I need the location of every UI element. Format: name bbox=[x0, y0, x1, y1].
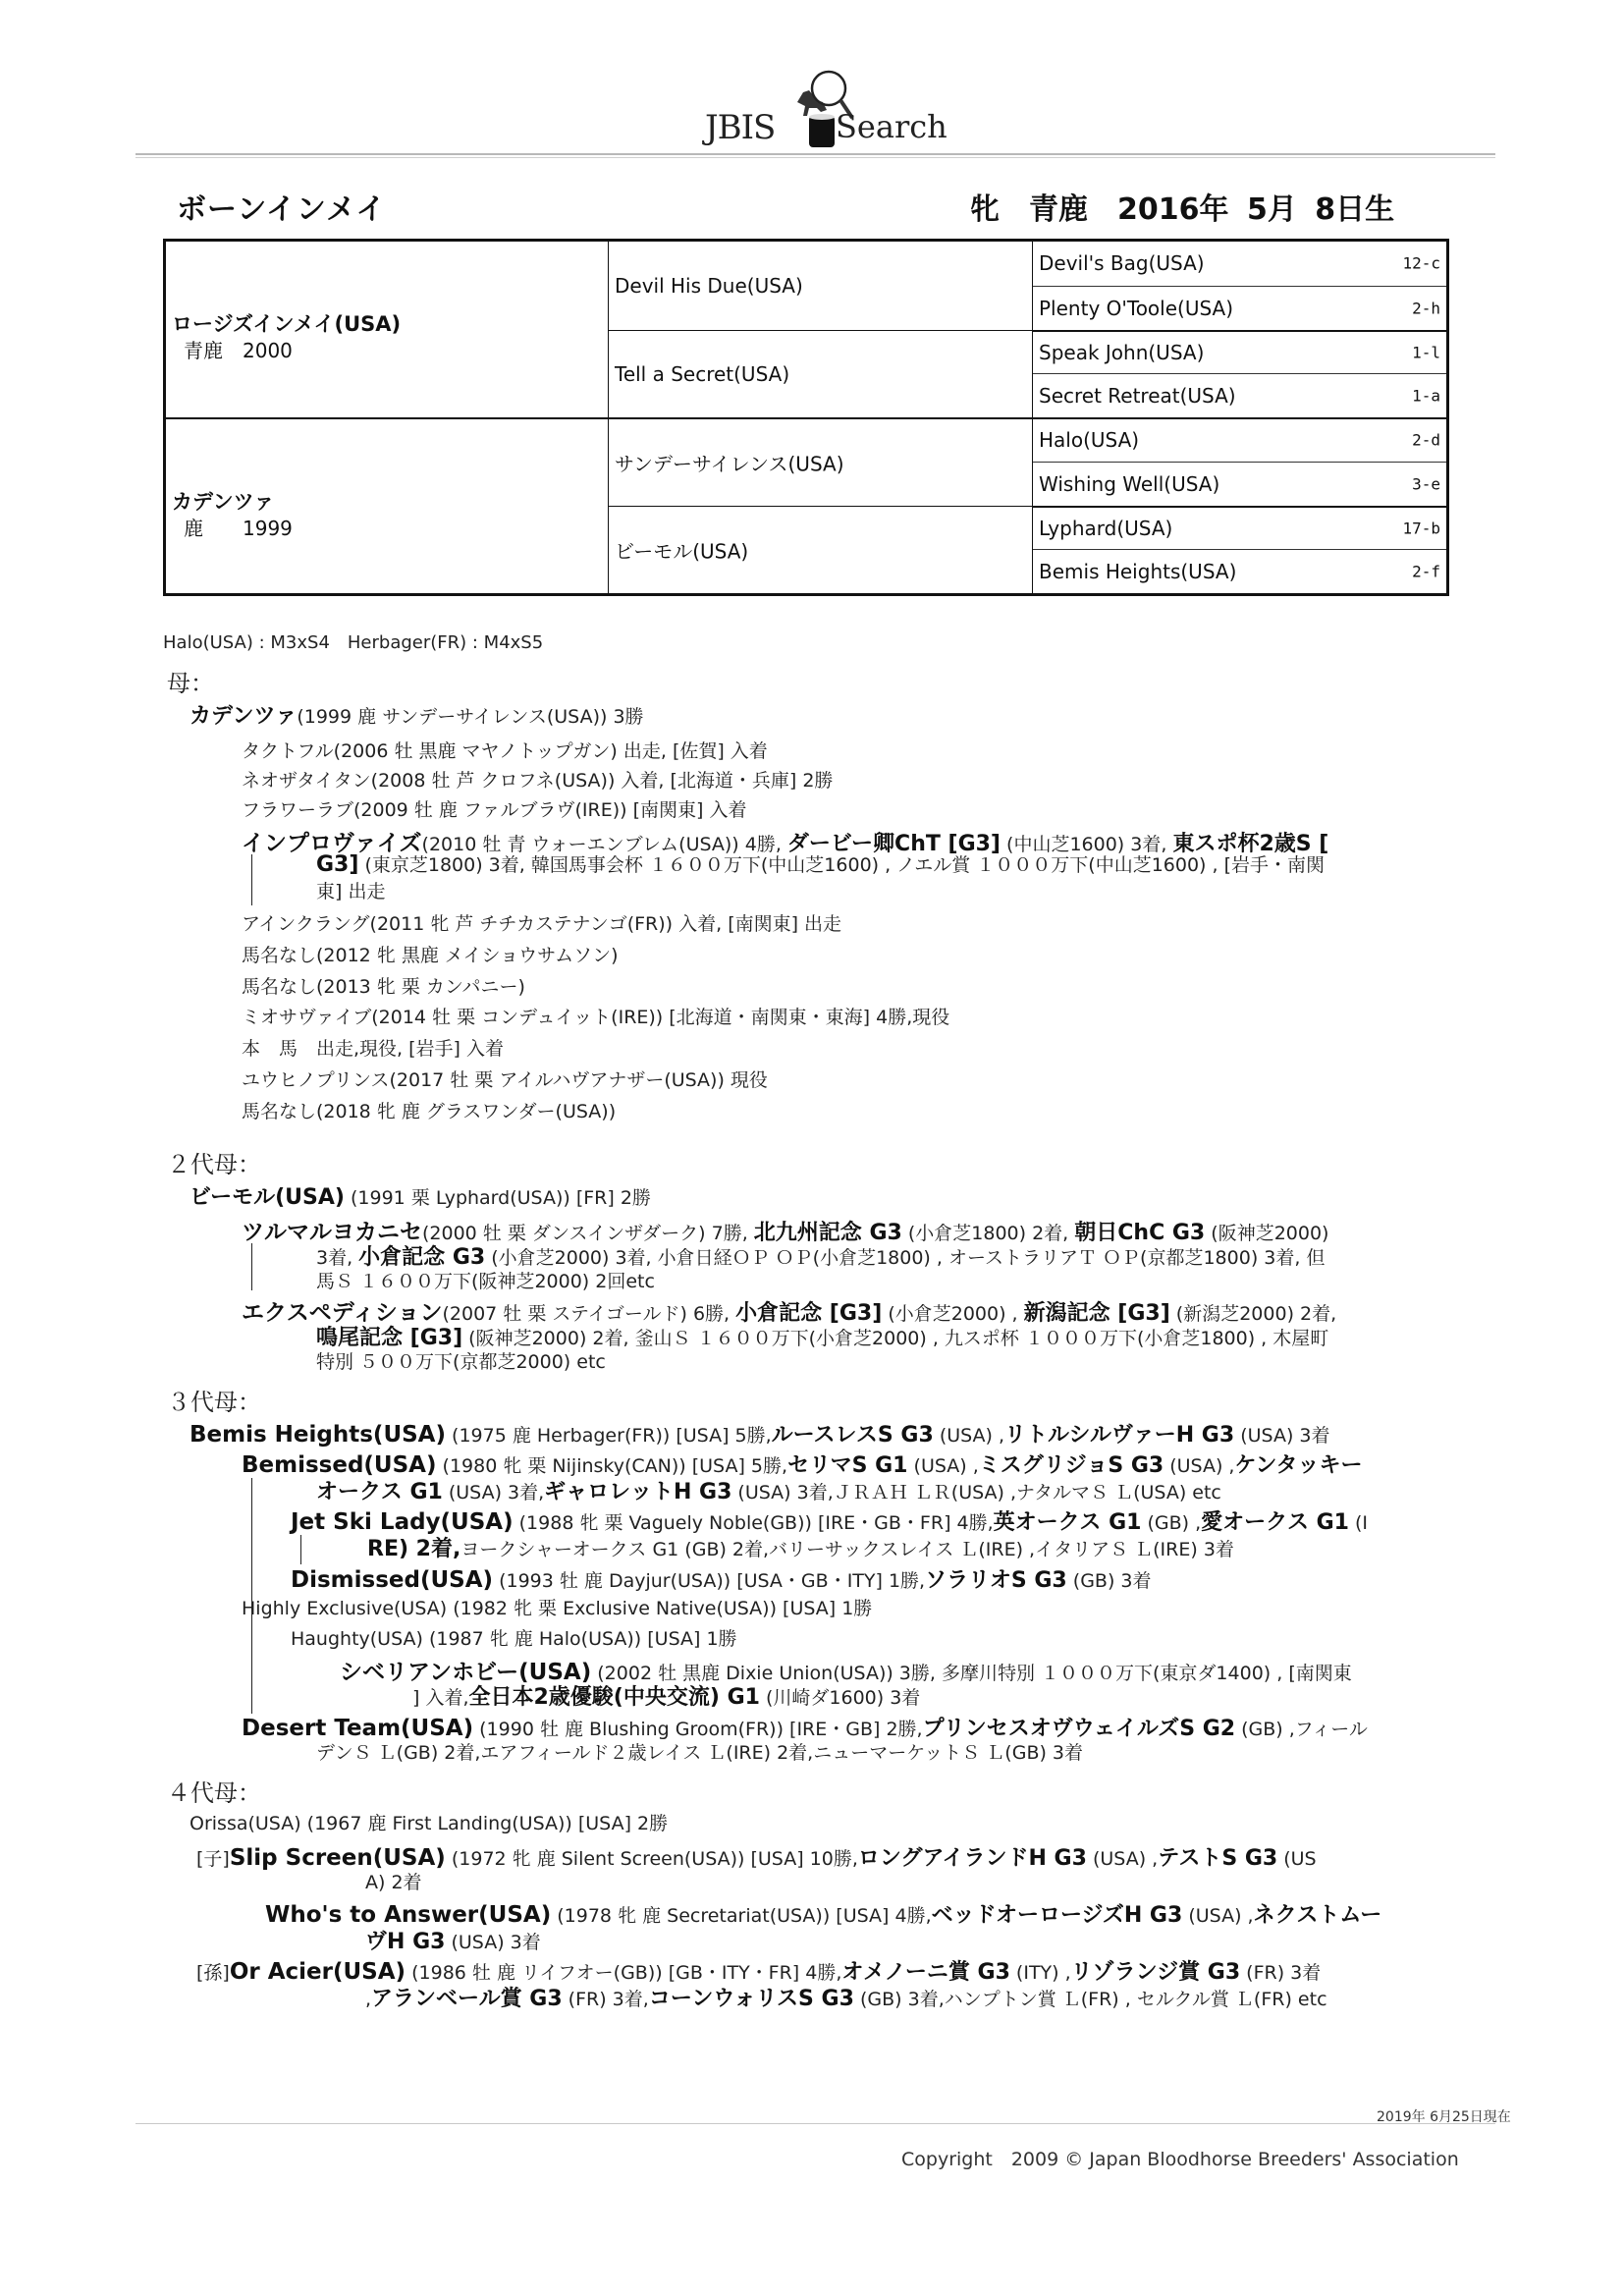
horse-sex-color-birthdate: 牝 青鹿 2016年 5月 8日生 bbox=[970, 192, 1395, 227]
record-text: (1978 牝 鹿 Secretariat(USA)) [USA] 4勝, bbox=[551, 1905, 932, 1927]
record-line bbox=[316, 850, 1325, 877]
record-text: (東京芝1800) 3着, 韓国馬事会杯 １６００万下(中山芝1600) , ノエル賞 １０００万下(中山芝1600) , [岩手・南関 bbox=[358, 854, 1325, 876]
record-text: デンＳ Ｌ(GB) 2着,エアフィールド２歳レイス Ｌ(IRE) 2着,ニューマーケットＳ Ｌ(GB) 3着 bbox=[316, 1742, 1084, 1764]
bold-highlight: ダービー卿ChT [G3] bbox=[786, 832, 1001, 856]
bold-highlight: 東スポ杯2歳S [ bbox=[1172, 832, 1329, 856]
record-line bbox=[242, 795, 746, 822]
gen3-name[interactable]: Speak John(USA) bbox=[1039, 340, 1205, 364]
dam-color-year: 鹿 1999 bbox=[184, 517, 293, 540]
logo-search-text: Search bbox=[836, 108, 947, 145]
family-number: 17-b bbox=[1402, 519, 1440, 538]
section-heading: 母： bbox=[167, 670, 214, 697]
bold-highlight: Or Acier(USA) bbox=[229, 1959, 406, 1985]
record-text: (1990 牡 鹿 Blushing Groom(FR)) [IRE・GB] 2勝, bbox=[473, 1719, 923, 1740]
copyright-notice: Copyright 2009 © Japan Bloodhorse Breeders' Association bbox=[901, 2149, 1459, 2170]
bold-highlight: 英オークス G1 bbox=[993, 1510, 1142, 1535]
record-text: (川崎ダ1600) 3着 bbox=[759, 1687, 921, 1709]
record-text: (USA) 3着, bbox=[442, 1482, 545, 1503]
bold-highlight: 新潟記念 [G3] bbox=[1023, 1301, 1170, 1326]
record-text: 特別 ５００万下(京都芝2000) etc bbox=[316, 1351, 606, 1373]
record-line bbox=[242, 766, 833, 793]
record-text: ネオザタイタン(2008 牡 芦 クロフネ(USA)) 入着, [北海道・兵庫] 2勝 bbox=[242, 770, 834, 792]
gen3-cell bbox=[1033, 286, 1446, 330]
record-text: タクトフル(2006 牡 黒鹿 マヤノトップガン) 出走, [佐賀] 入着 bbox=[242, 740, 768, 762]
record-text: (2007 牡 栗 ステイゴールド) 6勝, bbox=[442, 1303, 736, 1325]
record-text: (GB) 3着 bbox=[1066, 1570, 1152, 1592]
record-text: (GB) 2着,バリーサックスレイス Ｌ(IRE) ,イタリアＳ Ｌ(IRE) 3着 bbox=[678, 1539, 1234, 1560]
section-heading: ４代母： bbox=[167, 1779, 261, 1807]
record-text: (1975 鹿 Herbager(FR)) [USA] 5勝, bbox=[446, 1425, 772, 1447]
record-text: 馬名なし(2018 牝 鹿 グラスワンダー(USA)) bbox=[242, 1101, 617, 1122]
record-line bbox=[242, 972, 525, 999]
record-text: (GB) , bbox=[1141, 1512, 1202, 1534]
bold-highlight: エクスペディション bbox=[242, 1300, 443, 1326]
bold-highlight: リゾランジ賞 G3 bbox=[1070, 1960, 1241, 1985]
gen3-cell bbox=[1033, 373, 1446, 417]
bold-highlight: Dismissed(USA) bbox=[291, 1567, 494, 1593]
gen3-name[interactable]: Wishing Well(USA) bbox=[1039, 471, 1220, 496]
bold-highlight: アランベール賞 G3 bbox=[371, 1987, 563, 2011]
bold-highlight: 小倉記念 G3 bbox=[358, 1245, 486, 1270]
record-text: (GB) ,フィール bbox=[1235, 1719, 1368, 1740]
record-text: 東] 出走 bbox=[316, 881, 386, 902]
bold-highlight: コーンウォリスS G3 bbox=[648, 1987, 854, 2011]
record-text: (小倉芝2000) 3着, 小倉日経ＯＰ ＯＰ(小倉芝1800) , オーストラリアＴ ＯＰ(京都芝1800) 3着, 但 bbox=[485, 1247, 1326, 1269]
sire-cell bbox=[166, 242, 608, 417]
bold-highlight: 全日本2歳優駿(中央交流) G1 bbox=[468, 1685, 760, 1710]
record-text: (1988 牝 栗 Vaguely Noble(GB)) [IRE・GB・FR] 4勝, bbox=[513, 1512, 994, 1534]
record-text: 馬Ｓ １６００万下(阪神芝2000) 2回etc bbox=[316, 1271, 655, 1292]
pedigree-great-grandparents-column bbox=[1033, 242, 1446, 593]
record-text: (2000 牡 栗 ダンスインザダーク) 7勝, bbox=[422, 1223, 754, 1244]
record-text: (USA) , bbox=[1086, 1848, 1159, 1870]
record-line bbox=[365, 1982, 1327, 2012]
pedigree-parents-column bbox=[166, 242, 609, 593]
record-text: (USA) 3着 bbox=[1234, 1425, 1330, 1447]
bold-highlight: オメノーニ賞 G3 bbox=[841, 1960, 1010, 1985]
record-text: (2010 牡 青 ウォーエンブレム(USA)) 4勝, bbox=[421, 834, 787, 855]
bold-highlight: 北九州記念 G3 bbox=[753, 1221, 902, 1245]
record-line bbox=[316, 1475, 1221, 1505]
record-line bbox=[242, 1594, 872, 1620]
record-text: A) 2着 bbox=[365, 1872, 422, 1893]
record-text: ヨークシャーオークス G1 bbox=[460, 1539, 679, 1560]
record-text: (I bbox=[1348, 1512, 1369, 1534]
record-line bbox=[242, 1066, 768, 1092]
record-text: (1986 牡 鹿 リイフオー(GB)) [GB・ITY・FR] 4勝, bbox=[406, 1962, 842, 1984]
logo-jbis-text: JBIS bbox=[705, 108, 776, 147]
jbis-search-logo bbox=[705, 61, 947, 149]
pedigree-table bbox=[163, 239, 1449, 596]
record-text: フラワーラブ(2009 牡 鹿 ファルブラヴ(IRE)) [南関東] 入着 bbox=[242, 799, 747, 821]
bold-highlight: ギャロレットH G3 bbox=[544, 1480, 732, 1504]
record-text: (1993 牡 鹿 Dayjur(USA)) [USA・GB・ITY] 1勝, bbox=[493, 1570, 926, 1592]
record-text: (ITY) , bbox=[1009, 1962, 1071, 1984]
record-text: (USA) , bbox=[1164, 1455, 1235, 1477]
record-text: (1999 鹿 サンデーサイレンス(USA)) 3勝 bbox=[297, 706, 644, 728]
gen3-name[interactable]: Lyphard(USA) bbox=[1039, 516, 1173, 540]
bold-highlight: Desert Team(USA) bbox=[242, 1716, 474, 1741]
record-line bbox=[365, 1925, 541, 1955]
section-heading: ３代母： bbox=[167, 1389, 261, 1416]
record-text: [孫] bbox=[196, 1962, 230, 1984]
record-text: (USA) , bbox=[933, 1425, 1005, 1447]
record-text: (小倉芝2000) , bbox=[882, 1303, 1024, 1325]
gen3-name[interactable]: Devil's Bag(USA) bbox=[1039, 251, 1205, 276]
gen3-cell bbox=[1033, 462, 1446, 506]
sire-name[interactable]: ロージズインメイ(USA) bbox=[172, 312, 402, 336]
record-text: (USA) 3着,ＪＲＡＨ ＬＲ(USA) ,ナタルマＳ Ｌ(USA) etc bbox=[731, 1482, 1221, 1503]
record-text: (US bbox=[1277, 1848, 1317, 1870]
record-text: (小倉芝1800) 2着, bbox=[901, 1223, 1075, 1244]
header-divider bbox=[135, 153, 1495, 155]
record-text: 馬名なし(2012 牝 黒鹿 メイショウサムソン) bbox=[242, 945, 619, 966]
bold-highlight: ヴH G3 bbox=[365, 1930, 446, 1954]
record-text: (阪神芝2000) 2着, 釜山Ｓ １６００万下(小倉芝2000) , 九スポ杯 １０００万下(小倉芝1800) , 木屋町 bbox=[462, 1328, 1329, 1349]
header-divider-secondary bbox=[135, 157, 1495, 158]
bold-highlight: テストS G3 bbox=[1158, 1846, 1278, 1871]
record-line bbox=[316, 877, 385, 903]
bold-highlight: ミスグリジョS G3 bbox=[978, 1453, 1164, 1478]
family-number: 12-c bbox=[1402, 253, 1440, 273]
record-line bbox=[242, 1097, 616, 1123]
bold-highlight: G3] bbox=[316, 852, 359, 877]
bold-highlight: ソラリオS G3 bbox=[925, 1568, 1067, 1593]
record-line bbox=[242, 1003, 949, 1029]
record-text: ミオサヴァイブ(2014 牡 栗 コンデュイット(IRE)) [北海道・南関東・東海] 4勝,現役 bbox=[242, 1007, 950, 1028]
as-of-date: 2019年 6月25日現在 bbox=[1377, 2109, 1511, 2125]
record-line bbox=[316, 1738, 1083, 1765]
bold-highlight: プリンセスオヴウェイルズS G2 bbox=[922, 1717, 1236, 1741]
gen3-cell bbox=[1033, 506, 1446, 550]
gen3-cell bbox=[1033, 549, 1446, 593]
record-text: Orissa(USA) (1967 鹿 First Landing(USA)) [USA] 2勝 bbox=[189, 1813, 669, 1834]
bold-highlight: ビーモル(USA) bbox=[189, 1185, 345, 1210]
record-text: 本 馬 出走,現役, [岩手] 入着 bbox=[242, 1038, 504, 1060]
family-number: 1-l bbox=[1412, 343, 1440, 362]
tree-connector-line bbox=[251, 1243, 252, 1290]
bold-highlight: オークス G1 bbox=[316, 1480, 443, 1504]
record-text: , bbox=[365, 1989, 372, 2010]
record-text: [子] bbox=[196, 1848, 230, 1870]
gen3-cell bbox=[1033, 330, 1446, 374]
record-line bbox=[316, 1347, 606, 1374]
record-text: Highly Exclusive(USA) (1982 牝 栗 Exclusive Native(USA)) [USA] 1勝 bbox=[242, 1598, 873, 1619]
bold-highlight: 小倉記念 [G3] bbox=[735, 1301, 883, 1326]
record-line bbox=[291, 1563, 1152, 1594]
record-line bbox=[189, 1180, 651, 1211]
bold-highlight: インプロヴァイズ bbox=[242, 831, 422, 856]
bold-highlight: ベッドオーロージズH G3 bbox=[931, 1903, 1183, 1928]
record-text: (1980 牝 栗 Nijinsky(CAN)) [USA] 5勝, bbox=[436, 1455, 788, 1477]
record-text: (1972 牝 鹿 Silent Screen(USA)) [USA] 10勝, bbox=[445, 1848, 858, 1870]
sire-dam-name[interactable]: Tell a Secret(USA) bbox=[615, 361, 790, 386]
footer-divider bbox=[135, 2123, 1495, 2124]
record-line bbox=[189, 699, 644, 730]
bold-highlight: 朝日ChC G3 bbox=[1074, 1221, 1206, 1245]
family-number: 2-f bbox=[1412, 562, 1440, 581]
record-text: (USA) , bbox=[1182, 1905, 1254, 1927]
bold-highlight: Jet Ski Lady(USA) bbox=[291, 1509, 514, 1535]
record-text: アインクラング(2011 牝 芦 チチカステナンゴ(FR)) 入着, [南関東] 出走 bbox=[242, 913, 842, 935]
bold-highlight: RE) 2着, bbox=[367, 1537, 461, 1561]
bold-highlight: 鳴尾記念 [G3] bbox=[316, 1326, 463, 1350]
record-text: (USA) , bbox=[907, 1455, 979, 1477]
gen3-cell bbox=[1033, 417, 1446, 462]
record-text: (USA) 3着 bbox=[445, 1932, 541, 1953]
bold-highlight: ルースレスS G3 bbox=[771, 1423, 934, 1448]
record-line bbox=[242, 909, 841, 936]
record-line bbox=[242, 941, 619, 967]
bold-highlight: リトルシルヴァーH G3 bbox=[1004, 1423, 1235, 1448]
dam-cell bbox=[166, 417, 608, 593]
bold-highlight: ロングアイランドH G3 bbox=[857, 1846, 1087, 1871]
inbreeding-note: Halo(USA) : M3xS4 Herbager(FR) : M4xS5 bbox=[163, 632, 544, 653]
family-number: 2-h bbox=[1412, 299, 1440, 318]
record-line bbox=[189, 1418, 1329, 1449]
record-line bbox=[365, 1868, 422, 1894]
bold-highlight: ケンタッキー bbox=[1234, 1453, 1363, 1478]
record-line bbox=[367, 1532, 1234, 1562]
record-text: (阪神芝2000) bbox=[1205, 1223, 1329, 1244]
sire-sire-name[interactable]: Devil His Due(USA) bbox=[615, 273, 803, 298]
horse-name: ボーンインメイ bbox=[177, 192, 387, 227]
record-text: Haughty(USA) (1987 牝 鹿 Halo(USA)) [USA] 1勝 bbox=[291, 1628, 737, 1650]
sire-color-year: 青鹿 2000 bbox=[184, 339, 293, 362]
record-text: (2002 牡 黒鹿 Dixie Union(USA)) 3勝, 多摩川特別 １０００万下(東京ダ1400) , [南関東 bbox=[591, 1663, 1352, 1684]
dam-dam-name[interactable]: ビーモル(USA) bbox=[615, 539, 749, 564]
record-line bbox=[291, 1624, 737, 1651]
bold-highlight: Who's to Answer(USA) bbox=[265, 1902, 552, 1928]
bold-highlight: カデンツァ bbox=[189, 704, 298, 729]
record-text: (中山芝1600) 3着, bbox=[1001, 834, 1173, 855]
gen3-name[interactable]: Bemis Heights(USA) bbox=[1039, 560, 1237, 584]
gen3-name[interactable]: Secret Retreat(USA) bbox=[1039, 384, 1236, 409]
bold-highlight: シベリアンホビー(USA) bbox=[340, 1660, 592, 1685]
record-text: ユウヒノプリンス(2017 牡 栗 アイルハヴアナザー(USA)) 現役 bbox=[242, 1069, 768, 1091]
bold-highlight: ツルマルヨカニセ bbox=[242, 1220, 422, 1245]
record-line bbox=[242, 737, 768, 763]
family-number: 3-e bbox=[1412, 474, 1440, 494]
record-text: (FR) 3着, bbox=[562, 1989, 649, 2010]
gen3-name[interactable]: Halo(USA) bbox=[1039, 428, 1140, 453]
gen3-name[interactable]: Plenty O'Toole(USA) bbox=[1039, 296, 1234, 320]
bold-highlight: ネクストムー bbox=[1253, 1903, 1382, 1928]
family-number: 1-a bbox=[1412, 386, 1440, 406]
record-text: 3着, bbox=[316, 1247, 359, 1269]
pedigree-grandparents-column bbox=[609, 242, 1033, 593]
record-line bbox=[412, 1680, 920, 1711]
record-text: 馬名なし(2013 牝 栗 カンパニー) bbox=[242, 976, 525, 998]
bold-highlight: 愛オークス G1 bbox=[1201, 1510, 1349, 1535]
tree-connector-line bbox=[300, 1535, 301, 1564]
record-text: (新潟芝2000) 2着, bbox=[1169, 1303, 1337, 1325]
record-text: ] 入着, bbox=[412, 1687, 469, 1709]
bold-highlight: セリマS G1 bbox=[787, 1453, 908, 1478]
record-text: (1991 栗 Lyphard(USA)) [FR] 2勝 bbox=[344, 1187, 651, 1209]
dam-sire-name[interactable]: サンデーサイレンス(USA) bbox=[615, 452, 844, 476]
record-text: (GB) 3着,ハンプトン賞 Ｌ(FR) , セルクル賞 Ｌ(FR) etc bbox=[853, 1989, 1327, 2010]
family-number: 2-d bbox=[1412, 430, 1440, 450]
bold-highlight: Slip Screen(USA) bbox=[229, 1845, 446, 1871]
record-line bbox=[242, 1034, 504, 1061]
tree-connector-line bbox=[251, 854, 252, 905]
section-heading: ２代母： bbox=[167, 1151, 261, 1178]
record-text: (FR) 3着 bbox=[1240, 1962, 1322, 1984]
bold-highlight: Bemissed(USA) bbox=[242, 1452, 437, 1478]
record-line bbox=[316, 1267, 655, 1293]
record-line bbox=[189, 1809, 668, 1835]
bold-highlight: Bemis Heights(USA) bbox=[189, 1422, 446, 1448]
dam-name[interactable]: カデンツァ bbox=[172, 490, 275, 514]
gen3-cell bbox=[1033, 242, 1446, 286]
